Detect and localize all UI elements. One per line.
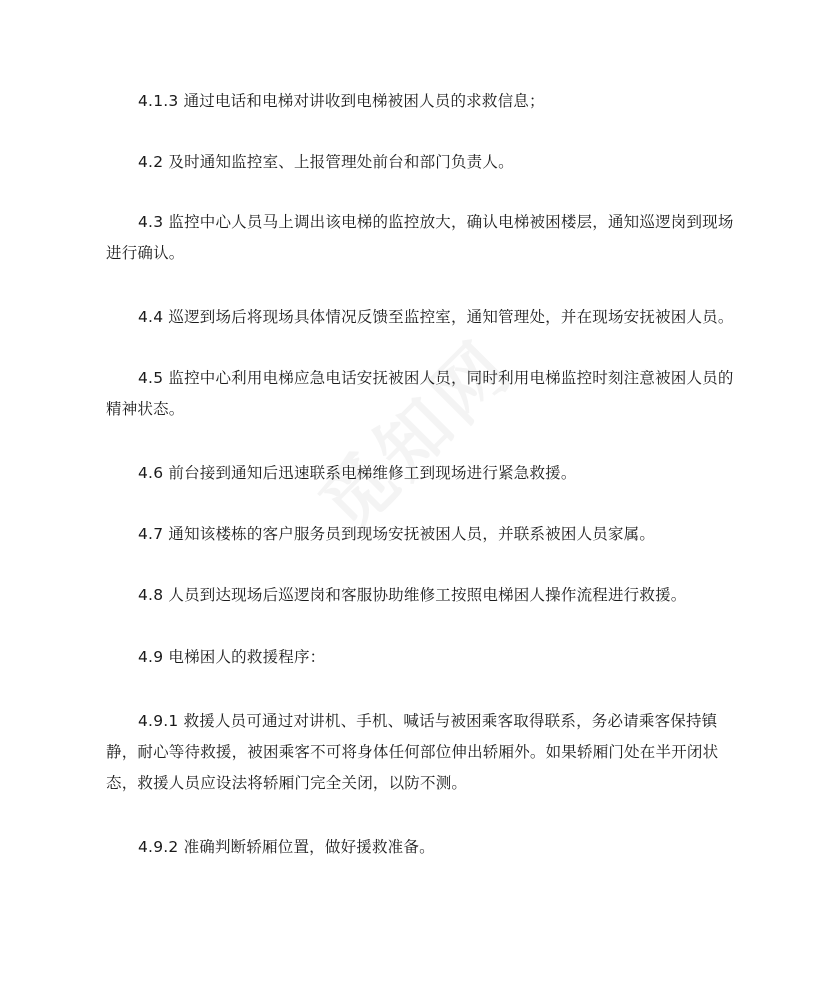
paragraph-4-8: 4.8 人员到达现场后巡逻岗和客服协助维修工按照电梯困人操作流程进行救援。 (138, 586, 687, 604)
paragraph-4-9-2: 4.9.2 准确判断轿厢位置，做好援救准备。 (138, 838, 435, 856)
paragraph-4-2: 4.2 及时通知监控室、上报管理处前台和部门负责人。 (138, 153, 514, 171)
paragraph-4-4: 4.4 巡逻到场后将现场具体情况反馈至监控室，通知管理处，并在现场安抚被困人员。 (138, 308, 734, 326)
paragraph-4-3: 4.3 监控中心人员马上调出该电梯的监控放大，确认电梯被困楼层，通知巡逻岗到现场进行确认。 (106, 213, 734, 262)
paragraph-4-9-1: 4.9.1 救援人员可通过对讲机、手机、喊话与被困乘客取得联系，务必请乘客保持镇静，耐心等待救援，被困乘客不可将身体任何部位伸出轿厢外。如果轿厢门处在半开闭状态，救援人员应设法将轿厢门完全关闭，以防不测。 (106, 712, 719, 792)
watermark (293, 312, 532, 551)
paragraph-4-7: 4.7 通知该楼栋的客户服务员到现场安抚被困人员，并联系被困人员家属。 (138, 525, 656, 543)
paragraph-4-6: 4.6 前台接到通知后迅速联系电梯维修工到现场进行紧急救援。 (138, 464, 577, 482)
paragraph-4-1-3: 4.1.3 通过电话和电梯对讲收到电梯被困人员的求救信息； (138, 92, 545, 110)
paragraph-4-5: 4.5 监控中心利用电梯应急电话安抚被困人员，同时利用电梯监控时刻注意被困人员的精神状态。 (106, 369, 734, 418)
paragraph-4-9: 4.9 电梯困人的救援程序： (138, 648, 326, 666)
